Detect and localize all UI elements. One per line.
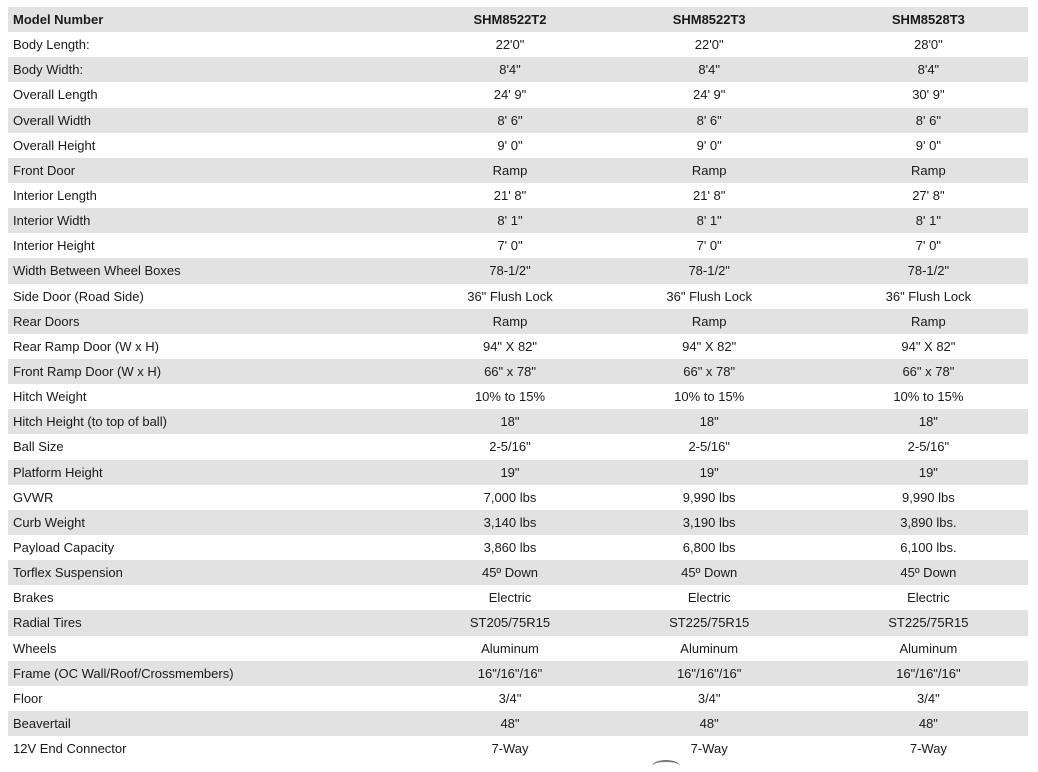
spec-value: 18" <box>500 414 520 430</box>
spec-value: 22'0" <box>694 37 724 53</box>
spec-label: Interior Length <box>13 188 97 204</box>
spec-value: 28'0" <box>913 37 943 53</box>
spec-label: Hitch Height (to top of ball) <box>13 414 167 430</box>
spec-value: 10% to 15% <box>893 389 964 405</box>
spec-value: 66" x 78" <box>683 364 736 380</box>
spec-value: 3,890 lbs. <box>900 514 957 530</box>
spec-label: Width Between Wheel Boxes <box>13 263 181 279</box>
spec-value: Ramp <box>691 313 727 329</box>
spec-row <box>8 82 1028 107</box>
spec-value: 6,100 lbs. <box>900 540 957 556</box>
spec-label: Front Door <box>13 162 76 178</box>
spec-value: 36" Flush Lock <box>885 288 972 304</box>
spec-label: Interior Width <box>13 213 91 229</box>
spec-row <box>8 661 1028 686</box>
spec-value: 36" Flush Lock <box>467 288 553 304</box>
spec-row <box>8 686 1028 711</box>
model-header-3: SHM8528T3 <box>891 12 965 28</box>
spec-label: Overall Length <box>13 87 98 103</box>
spec-value: 9' 0" <box>696 137 722 153</box>
spec-value: 9,990 lbs <box>902 489 955 505</box>
spec-label: Front Ramp Door (W x H) <box>13 364 162 380</box>
spec-row <box>8 334 1028 359</box>
model-header-1: SHM8522T2 <box>473 12 547 28</box>
spec-value: 27' 8" <box>912 188 945 204</box>
spec-value: Aluminum <box>481 640 539 656</box>
spec-row <box>8 485 1028 510</box>
spec-value: 3,140 lbs <box>483 514 537 530</box>
spec-row <box>8 158 1028 183</box>
spec-value: 6,800 lbs <box>682 540 736 556</box>
spec-row <box>8 585 1028 610</box>
spec-value: Aluminum <box>899 640 958 656</box>
spec-value: 9' 0" <box>915 137 941 153</box>
spec-row <box>8 610 1028 635</box>
spec-label: Torflex Suspension <box>13 565 123 581</box>
spec-value: 2-5/16" <box>907 439 950 455</box>
spec-value: 45º Down <box>481 565 539 581</box>
spec-value: 94" X 82" <box>682 338 737 354</box>
partial-circle-mark <box>652 760 680 772</box>
spec-row <box>8 711 1028 736</box>
spec-value: 45º Down <box>681 565 738 581</box>
spec-value: 24' 9" <box>692 87 726 103</box>
spec-label: Floor <box>13 690 43 706</box>
spec-value: 22'0" <box>495 37 525 53</box>
spec-value: 18" <box>918 414 938 430</box>
spec-label: Wheels <box>13 640 57 656</box>
spec-row <box>8 535 1028 560</box>
spec-value: 48" <box>500 716 520 731</box>
spec-value: 8'4" <box>698 62 720 78</box>
spec-value: 8' 1" <box>915 213 941 229</box>
spec-value: 7-Way <box>491 741 529 757</box>
spec-value: 16"/16"/16" <box>477 665 543 681</box>
spec-value: 94" X 82" <box>901 338 956 354</box>
spec-value: 30' 9" <box>912 87 945 103</box>
spec-value: Ramp <box>691 162 727 178</box>
spec-label: Overall Height <box>13 137 96 153</box>
spec-value: 8' 1" <box>497 213 523 229</box>
spec-value: Electric <box>687 590 731 606</box>
spec-row <box>8 736 1028 761</box>
spec-value: 10% to 15% <box>474 389 546 405</box>
spec-value: 2-5/16" <box>688 439 730 455</box>
spec-value: 8' 1" <box>696 213 722 229</box>
spec-label: Side Door (Road Side) <box>13 288 144 304</box>
spec-value: 7-Way <box>909 741 947 757</box>
spec-label: Payload Capacity <box>13 540 115 556</box>
spec-value: 7' 0" <box>696 238 722 254</box>
spec-row <box>8 636 1028 661</box>
spec-row <box>8 359 1028 384</box>
spec-value: Electric <box>907 590 950 606</box>
spec-value: 16"/16"/16" <box>676 665 742 681</box>
spec-value: 8'4" <box>499 62 521 78</box>
spec-label: 12V End Connector <box>13 741 127 757</box>
spec-row <box>8 133 1028 158</box>
spec-label: Hitch Weight <box>13 389 87 405</box>
spec-value: 3/4" <box>917 690 940 706</box>
spec-label: Curb Weight <box>13 514 86 530</box>
spec-value: 2-5/16" <box>489 439 531 455</box>
spec-value: 94" X 82" <box>482 338 538 354</box>
spec-value: 19" <box>699 464 719 480</box>
spec-row <box>8 284 1028 309</box>
spec-value: 78-1/2" <box>907 263 950 279</box>
spec-value: 3,190 lbs <box>682 514 736 530</box>
spec-value: ST225/75R15 <box>888 615 969 631</box>
spec-value: Ramp <box>911 162 946 178</box>
spec-value: 3/4" <box>498 690 522 706</box>
spec-label: Interior Height <box>13 238 95 254</box>
spec-value: 7' 0" <box>915 238 941 254</box>
spec-label: Rear Ramp Door (W x H) <box>13 338 159 354</box>
spec-value: 7,000 lbs <box>483 489 537 505</box>
spec-row <box>8 384 1028 409</box>
spec-label: GVWR <box>13 489 54 505</box>
spec-row <box>8 510 1028 535</box>
spec-value: 21' 8" <box>692 188 726 204</box>
spec-table <box>8 7 1028 761</box>
spec-row <box>8 183 1028 208</box>
spec-value: 66" x 78" <box>902 364 955 380</box>
spec-value: 7-Way <box>690 741 728 757</box>
spec-value: 8'4" <box>917 62 940 78</box>
spec-label: Platform Height <box>13 464 103 480</box>
spec-row <box>8 208 1028 233</box>
spec-value: 3,860 lbs <box>483 540 537 556</box>
spec-value: 24' 9" <box>493 87 527 103</box>
header-label: Model Number <box>13 12 104 28</box>
spec-value: 78-1/2" <box>688 263 730 279</box>
spec-row <box>8 309 1028 334</box>
spec-value: 10% to 15% <box>674 389 745 405</box>
spec-label: Body Width: <box>13 62 84 78</box>
spec-value: 8' 6" <box>915 112 941 128</box>
spec-value: Ramp <box>492 313 528 329</box>
spec-row <box>8 57 1028 82</box>
spec-row <box>8 409 1028 434</box>
spec-value: 19" <box>500 464 520 480</box>
spec-label: Rear Doors <box>13 313 80 329</box>
spec-value: Ramp <box>492 162 528 178</box>
header-row <box>8 7 1028 32</box>
spec-row <box>8 32 1028 57</box>
spec-label: Brakes <box>13 590 54 606</box>
spec-value: 9,990 lbs <box>682 489 736 505</box>
spec-value: Electric <box>488 590 532 606</box>
spec-value: Ramp <box>911 313 946 329</box>
spec-row <box>8 560 1028 585</box>
spec-label: Overall Width <box>13 112 92 128</box>
spec-row <box>8 233 1028 258</box>
spec-value: 3/4" <box>697 690 721 706</box>
spec-value: 18" <box>699 414 719 430</box>
spec-value: 21' 8" <box>493 188 527 204</box>
spec-row <box>8 460 1028 485</box>
spec-value: 66" x 78" <box>484 364 536 380</box>
spec-label: Radial Tires <box>13 615 82 631</box>
spec-value: 8' 6" <box>696 112 722 128</box>
spec-value: 78-1/2" <box>489 263 531 279</box>
spec-value: 8' 6" <box>497 112 523 128</box>
spec-value: 7' 0" <box>497 238 523 254</box>
spec-table-body <box>8 7 1028 761</box>
spec-row <box>8 258 1028 283</box>
spec-row <box>8 108 1028 133</box>
spec-value: 36" Flush Lock <box>666 288 752 304</box>
spec-label: Body Length: <box>13 37 90 53</box>
model-header-2: SHM8522T3 <box>672 12 746 28</box>
spec-row <box>8 434 1028 459</box>
spec-value: 48" <box>918 716 938 731</box>
spec-value: ST205/75R15 <box>469 615 551 631</box>
spec-value: 45º Down <box>900 565 957 581</box>
spec-label: Frame (OC Wall/Roof/Crossmembers) <box>13 665 234 681</box>
spec-value: 16"/16"/16" <box>896 665 961 681</box>
spec-value: 9' 0" <box>497 137 523 153</box>
spec-label: Beavertail <box>13 716 71 731</box>
spec-value: Aluminum <box>680 640 739 656</box>
spec-value: 19" <box>918 464 938 480</box>
spec-label: Ball Size <box>13 439 64 455</box>
spec-value: ST225/75R15 <box>669 615 750 631</box>
spec-value: 48" <box>699 716 719 731</box>
